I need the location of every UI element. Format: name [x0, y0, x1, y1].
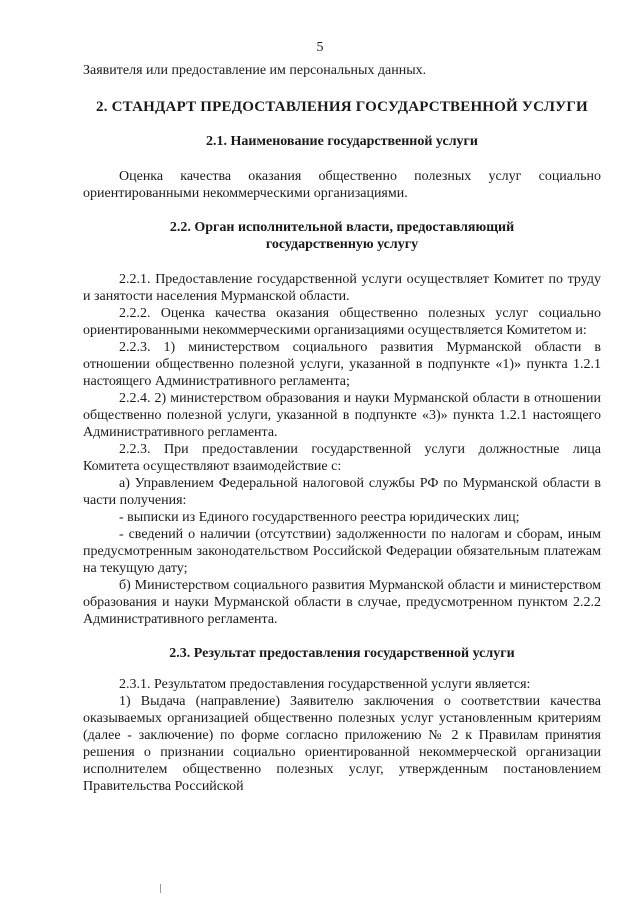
paragraph-2-2-3-interaction: 2.2.3. При предоставлении государственной услуги должностные лица Комитета осуществляют взаимодействие с: [83, 442, 601, 474]
section-2-2-body [83, 271, 601, 628]
paragraph-item-a: а) Управлением Федеральной налоговой службы РФ по Мурманской области в части получения: [83, 476, 601, 508]
section-2-3-body [83, 676, 601, 795]
paragraph-dash-extract: - выписки из Единого государственного реестра юридических лиц; [119, 510, 520, 525]
page-number: 5 [316, 40, 324, 55]
carryover-text: Заявителя или предоставление им персональных данных. [83, 63, 427, 78]
section-2-2-title [83, 219, 601, 253]
page-content [83, 62, 601, 795]
section-2-1-text: Оценка качества оказания общественно полезных услуг социально ориентированными некоммерческими организациями. [83, 169, 601, 201]
paragraph-item-b: б) Министерством социального развития Мурманской области и министерством образования и науки Мурманской области в случае, предусмотренном пунктом 2.2.2 Административного регламента. [83, 578, 601, 627]
paragraph-2-3-1-item-1: 1) Выдача (направление) Заявителю заключения о соответствии качества оказываемых организацией общественно полезных услуг установленным критериям (далее - заключение) по форме согласно приложению № 2 к Правилам принятия решения о признании социально ориентированной некоммерческой организации исполнителем общественно полезных услуг, утвержденным постановлением Правительства Российской [83, 694, 601, 794]
paragraph-2-2-1: 2.2.1. Предоставление государственной услуги осуществляет Комитет по труду и занятости населения Мурманской области. [83, 272, 601, 304]
paragraph-dash-debts: - сведений о наличии (отсутствии) задолженности по налогам и сборам, иным предусмотренным законодательством Российской Федерации обязательным платежам на текущую дату; [83, 527, 601, 576]
section-2-2-title-line2: государственную услугу [265, 237, 419, 252]
paragraph-2-2-4: 2.2.4. 2) министерством образования и науки Мурманской области в отношении общественно полезной услуги, указанной в подпункте «3)» пункта 1.2.1 настоящего Административного регламента. [83, 391, 601, 440]
section-2-1-title: 2.1. Наименование государственной услуги [206, 134, 478, 149]
scan-mark [160, 884, 161, 893]
section-2-title: 2. СТАНДАРТ ПРЕДОСТАВЛЕНИЯ ГОСУДАРСТВЕННОЙ УСЛУГИ [96, 99, 588, 115]
section-2-2-title-line1: 2.2. Орган исполнительной власти, предоставляющий [169, 220, 515, 235]
paragraph-2-3-1: 2.3.1. Результатом предоставления государственной услуги является: [119, 677, 531, 692]
paragraph-2-2-3: 2.2.3. 1) министерством социального развития Мурманской области в отношении общественно полезной услуги, указанной в подпункте «1)» пункта 1.2.1 настоящего Административного регламента; [83, 340, 601, 389]
paragraph-2-2-2: 2.2.2. Оценка качества оказания общественно полезных услуг социально ориентированными некоммерческими организациями осуществляется Комитетом и: [83, 306, 601, 338]
section-2-3-title: 2.3. Результат предоставления государственной услуги [169, 646, 515, 661]
